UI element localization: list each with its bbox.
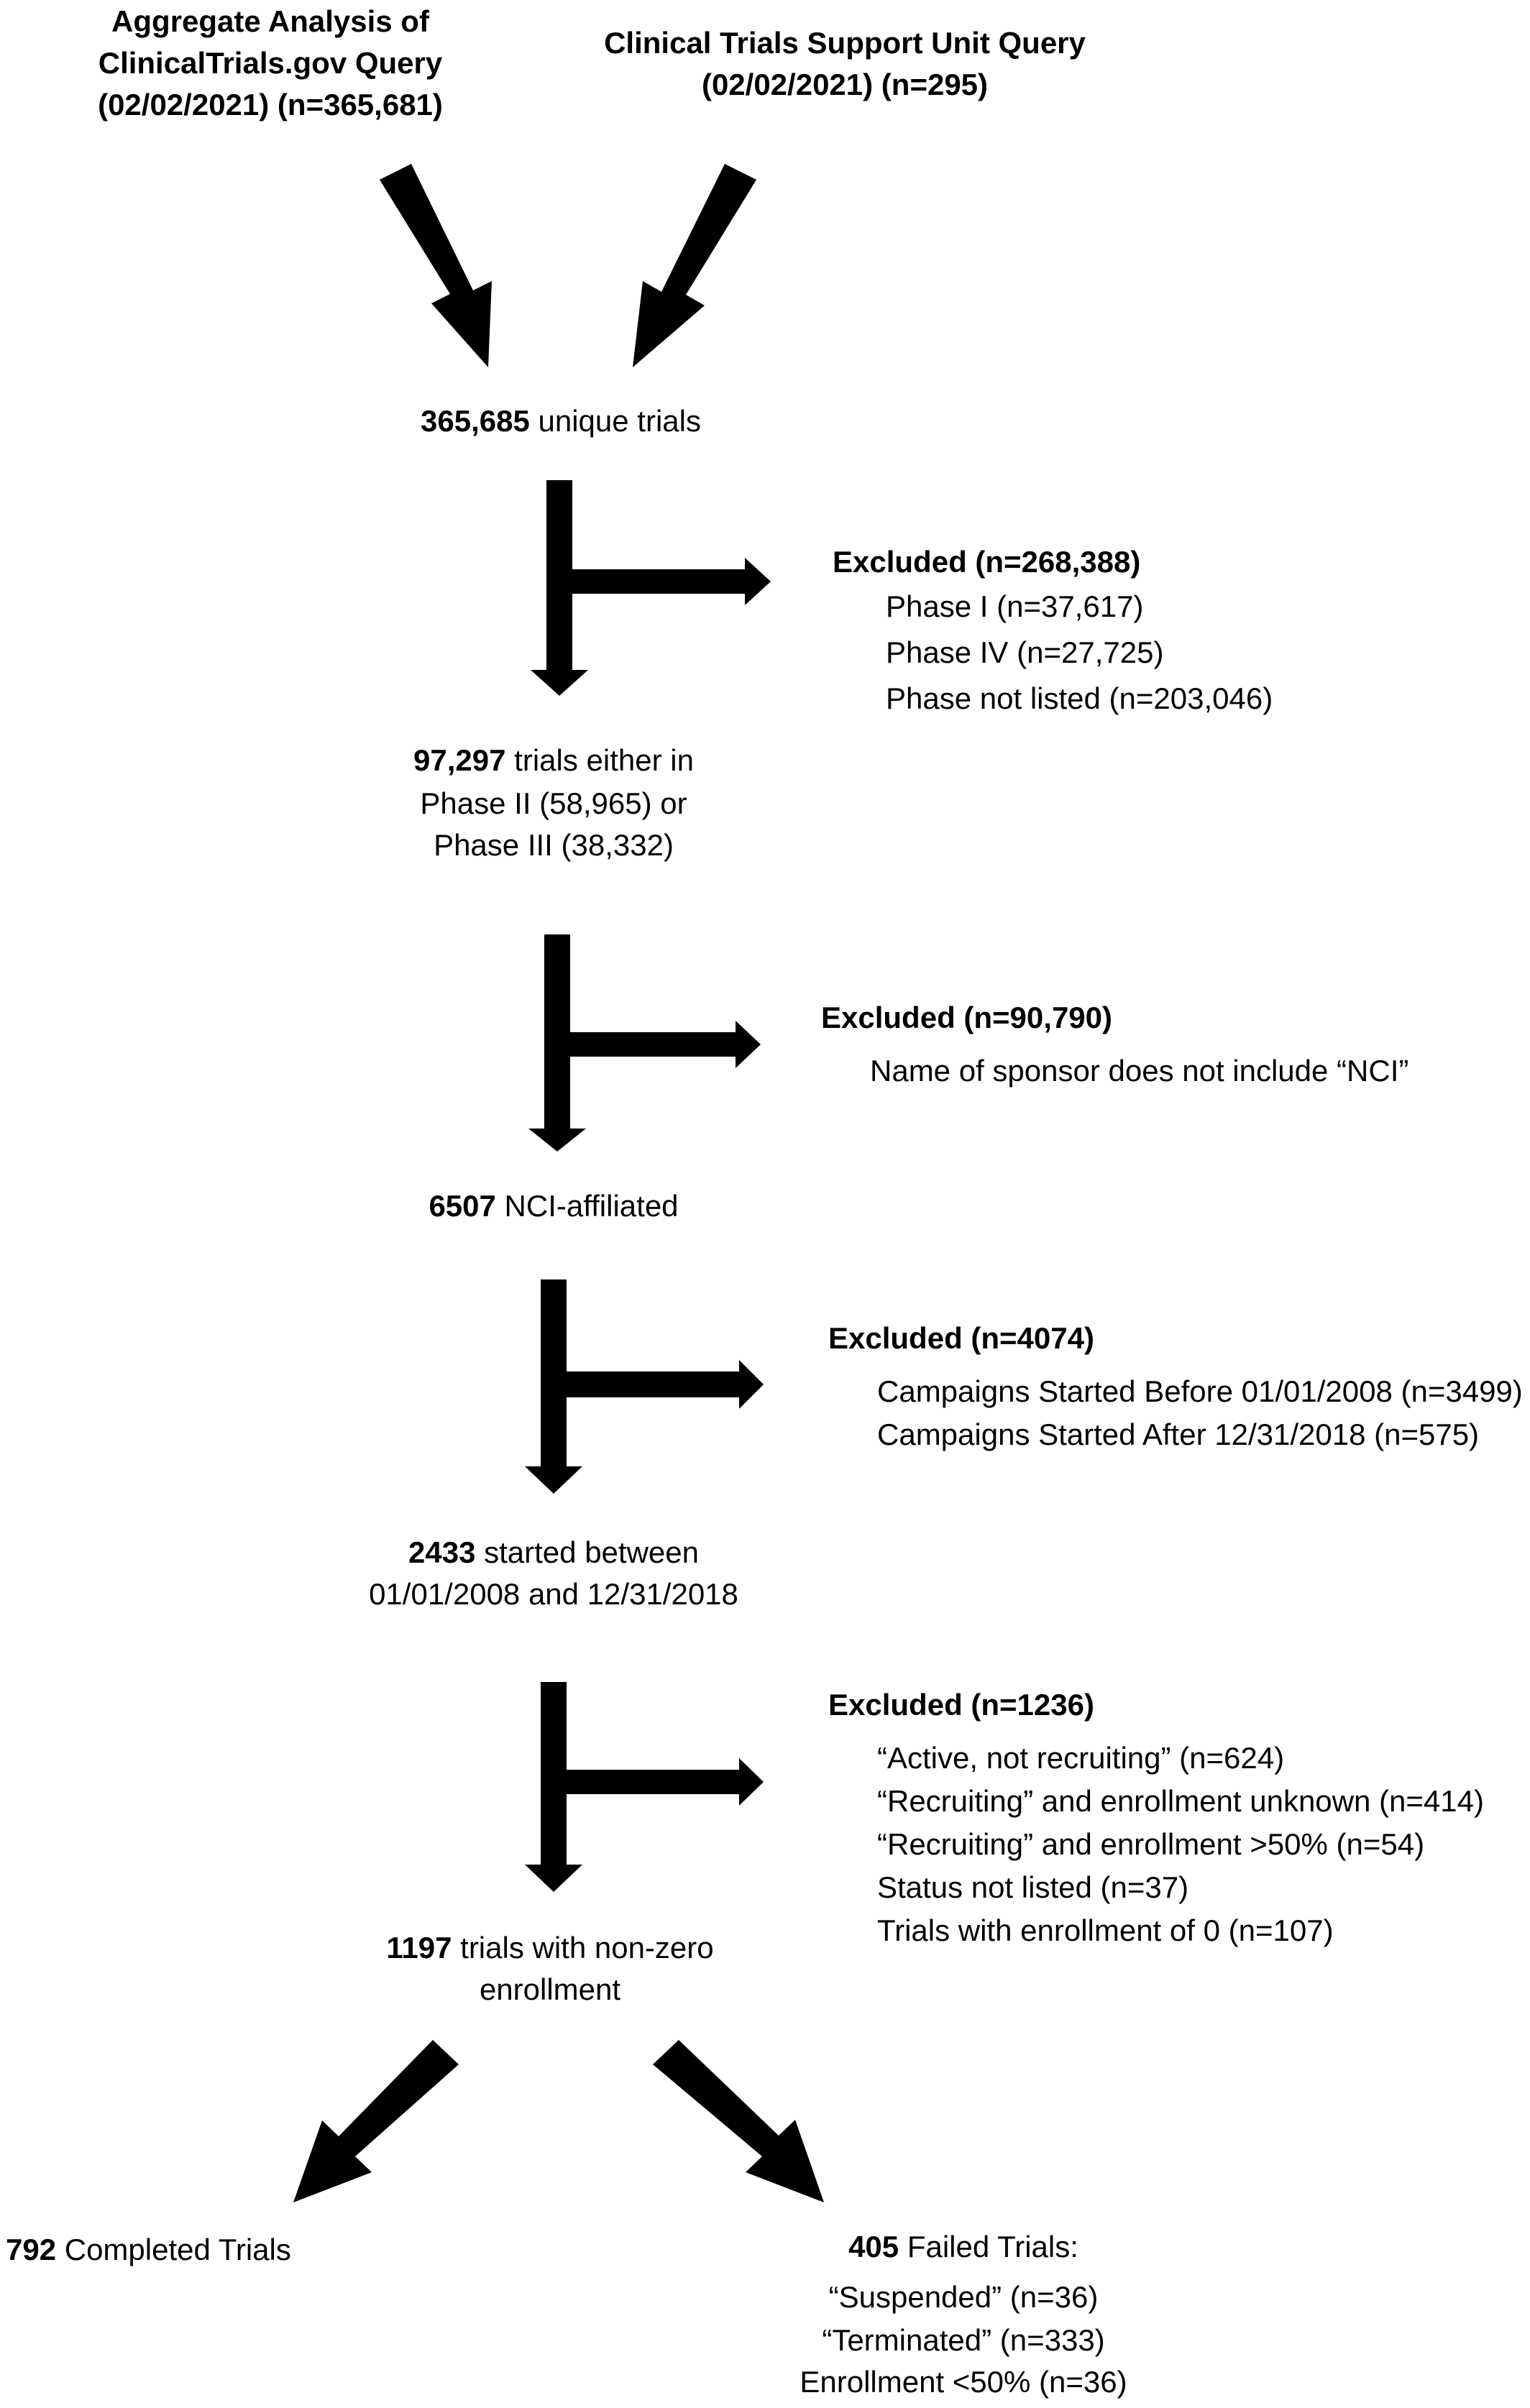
arrow-stage4-branch-head: [739, 1758, 764, 1806]
step4-started-between-line1: 2433 started between: [408, 1535, 699, 1569]
arrow-stage3-head: [525, 1466, 582, 1494]
exclusion2-item: Name of sponsor does not include “NCI”: [870, 1054, 1409, 1088]
source-aggregate-line2: ClinicalTrials.gov Query: [98, 46, 443, 80]
exclusion2-box: [821, 996, 1408, 1093]
failed-item: Enrollment <50% (n=36): [800, 2365, 1127, 2399]
step1-unique-trials: 365,685 unique trials: [421, 404, 701, 438]
arrow-right-source-down: [633, 164, 756, 367]
exclusion2-title: Excluded (n=90,790): [821, 1001, 1113, 1034]
exclusion3-item: Campaigns Started After 12/31/2018 (n=575): [877, 1417, 1480, 1451]
failed-item: “Suspended” (n=36): [828, 2280, 1099, 2314]
arrow-to-completed: [293, 2040, 459, 2202]
exclusion1-title: Excluded (n=268,388): [833, 545, 1141, 579]
step4-started-between-line2: 01/01/2008 and 12/31/2018: [369, 1577, 738, 1611]
exclusion4-item: Trials with enrollment of 0 (n=107): [877, 1913, 1334, 1947]
arrow-stage1-branch-head: [745, 558, 771, 605]
arrow-stage4-head: [525, 1865, 582, 1892]
exclusion1-box: [833, 541, 1273, 720]
arrow-stage1-head: [531, 670, 588, 696]
source-ctsu-line1: Clinical Trials Support Unit Query: [604, 26, 1086, 60]
arrow-stage2-branch-head: [736, 1021, 761, 1068]
step2-phase-trials-line3: Phase III (38,332): [434, 828, 674, 862]
exclusion1-item: Phase not listed (n=203,046): [886, 681, 1273, 715]
arrow-stage3-branch: [562, 1371, 742, 1397]
step3-nci-affiliated: 6507 NCI-affiliated: [429, 1189, 679, 1223]
exclusion4-item: Status not listed (n=37): [877, 1870, 1189, 1904]
source-ctsu-line2: (02/02/2021) (n=295): [701, 68, 989, 101]
completed-trials: 792 Completed Trials: [6, 2233, 291, 2266]
arrow-to-failed: [653, 2040, 824, 2202]
arrow-stage2-head: [528, 1129, 586, 1152]
exclusion3-box: [828, 1317, 1523, 1456]
source-aggregate-line1: Aggregate Analysis of: [111, 4, 429, 38]
arrow-stage4-branch: [562, 1770, 742, 1794]
source-aggregate-line3: (02/02/2021) (n=365,681): [98, 88, 443, 121]
exclusion4-title: Excluded (n=1236): [828, 1688, 1094, 1722]
exclusion4-item: “Active, not recruiting” (n=624): [877, 1741, 1285, 1775]
exclusion4-box: [828, 1683, 1484, 1952]
step5-nonzero-line2: enrollment: [479, 1972, 621, 2006]
arrow-stage2-branch: [566, 1032, 738, 1057]
exclusion4-item: “Recruiting” and enrollment >50% (n=54): [877, 1827, 1425, 1861]
exclusion3-title: Excluded (n=4074): [828, 1321, 1094, 1355]
step5-nonzero-line1: 1197 trials with non-zero: [386, 1931, 714, 1964]
arrow-stage1-branch: [568, 569, 748, 594]
step2-phase-trials-line1: 97,297 trials either in: [413, 743, 694, 777]
exclusion4-item: “Recruiting” and enrollment unknown (n=414): [877, 1784, 1484, 1818]
failed-item: “Terminated” (n=333): [822, 2323, 1105, 2357]
step2-phase-trials-line2: Phase II (58,965) or: [420, 786, 687, 820]
failed-trials-title: 405 Failed Trials:: [848, 2230, 1078, 2264]
exclusion1-item: Phase I (n=37,617): [886, 589, 1144, 623]
arrow-left-source-down: [380, 164, 492, 367]
exclusion1-item: Phase IV (n=27,725): [886, 635, 1164, 669]
arrow-stage3-branch-head: [739, 1360, 764, 1409]
exclusion3-item: Campaigns Started Before 01/01/2008 (n=3499): [877, 1374, 1523, 1408]
